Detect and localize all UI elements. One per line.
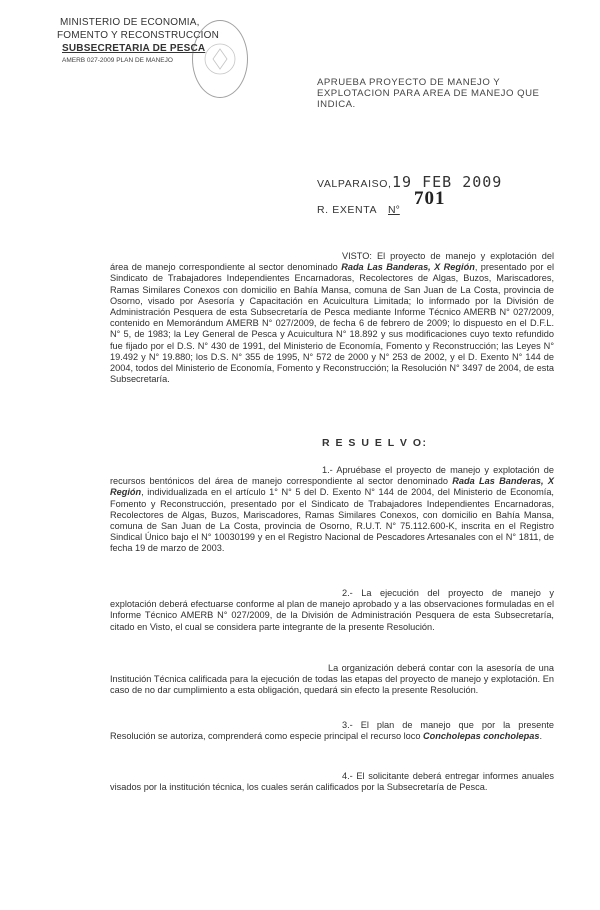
item-4-paragraph: 4.- El solicitante deberá entregar informes anuales visados por la institución técnica, los cuales serán calificados por la Subsecretaría de Pesca.	[110, 771, 554, 793]
item-1-sector-name: Rada Las Banderas, X Región	[110, 476, 555, 498]
item-1-paragraph	[110, 465, 554, 555]
resuelvo-heading: R E S U E L V O:	[322, 437, 428, 449]
resolution-number-label: N°	[388, 204, 400, 216]
item-1-text-end: , individualizada en el artículo 1° N° 5 del D. Exento N° 144 de 2004, del Ministerio de Economía, Fomento y Reconstrucción, presentado por el Sindicato de Trabajadores Independientes Encarnadoras, Recolectores de Algas, Buzos, Mariscadores, Ramas Similares Conexos, con domicilio en Bahía Mansa, comuna de San Juan de La Costa, provincia de Osorno, R.U.T. N° 75.112.600-K, inscrita en el Registro Sindical Único bajo el N° 10030199 y en el Registro Nacional de Pescadores Artesanales con el N° 1811, de fecha 19 de marzo de 2003.	[110, 487, 554, 554]
item-1-text-start: 1.- Apruébase el proyecto de manejo y explotación de recursos bentónicos del área de manejo correspondiente al sector denominado	[110, 465, 554, 487]
item-3-species-name: Concholepas concholepas	[423, 731, 540, 742]
visto-text-end: , presentado por el Sindicato de Trabajadores Independientes Encarnadoras, Recolectores de Algas, Buzos, Mariscadores, Ramas Similares Conexos con domicilio en Bahía Mansa, comuna de San Juan de La Costa, provincia de Osorno, visado por Asesoría y Capacitación en Acuicultura Limitada; lo informado por la División de Administración Pesquera de esta Subsecretaría de Pesca mediante Informe Técnico AMERB N° 027/2009, contenido en Memorándum AMERB N° 027/2009, de fecha 6 de febrero de 2009; lo dispuesto en el D.F.L. N° 5, de 1983; la Ley General de Pesca y Acuicultura N° 18.892 y sus modificaciones cuyo texto refundido fue fijado por el D.S. N° 430 de 1991, del Ministerio de Economía, Fomento y Reconstrucción; las Leyes N° 19.492 y N° 19.880; los D.S. N° 355 de 1995, N° 572 de 2000 y N° 253 de 2002, y el D. Exento N° 144 de 2004, todos del Ministerio de Economía, Fomento y Reconstrucción; la Resolución N° 3497 de 2004, de esta Subsecretaría.	[110, 262, 554, 385]
visto-label: VISTO:	[342, 251, 372, 261]
place-label: VALPARAISO,	[317, 178, 392, 190]
subsecretaria-name: SUBSECRETARIA DE PESCA	[62, 43, 206, 54]
item-3-text-end: .	[539, 731, 543, 742]
visto-text-start: El proyecto de manejo y explotación del área de manejo correspondiente al sector denominado	[110, 251, 554, 273]
date-stamp: 19 FEB 2009	[392, 173, 503, 191]
document-subject: APRUEBA PROYECTO DE MANEJO Y EXPLOTACION PARA AREA DE MANEJO QUE INDICA.	[317, 77, 540, 110]
ministry-name-line2: FOMENTO Y RECONSTRUCCION	[57, 30, 220, 41]
resolution-number: 701	[414, 188, 446, 209]
item-3-text-start: 3.- El plan de manejo que por la presente Resolución se autoriza, comprenderá como especie principal el recurso loco	[110, 720, 554, 742]
ministry-name: MINISTERIO DE ECONOMIA,	[60, 17, 200, 28]
official-seal-stamp	[192, 20, 248, 98]
item-2-continuation-paragraph: La organización deberá contar con la asesoría de una Institución Técnica calificada para la ejecución de todas las etapas del proyecto de manejo y explotación. En caso de no dar cumplimiento a esta obligación, quedará sin efecto la presente Resolución.	[110, 663, 554, 696]
item-2-paragraph: 2.- La ejecución del proyecto de manejo y explotación deberá efectuarse conforme al plan de manejo aprobado y a las observaciones formuladas en el Informe Técnico AMERB N° 027/2009, de la División de Administración Pesquera de esta Subsecretaría, citado en Visto, el cual se considera parte integrante de la presente Resolución.	[110, 588, 554, 632]
resolution-label: R. EXENTA	[317, 204, 378, 216]
visto-paragraph	[110, 251, 554, 385]
visto-sector-name: Rada Las Banderas, X Región	[341, 262, 475, 273]
document-reference: AMERB 027-2009 PLAN DE MANEJO	[62, 57, 173, 64]
item-3-paragraph	[110, 720, 554, 742]
seal-emblem-icon	[193, 21, 247, 97]
